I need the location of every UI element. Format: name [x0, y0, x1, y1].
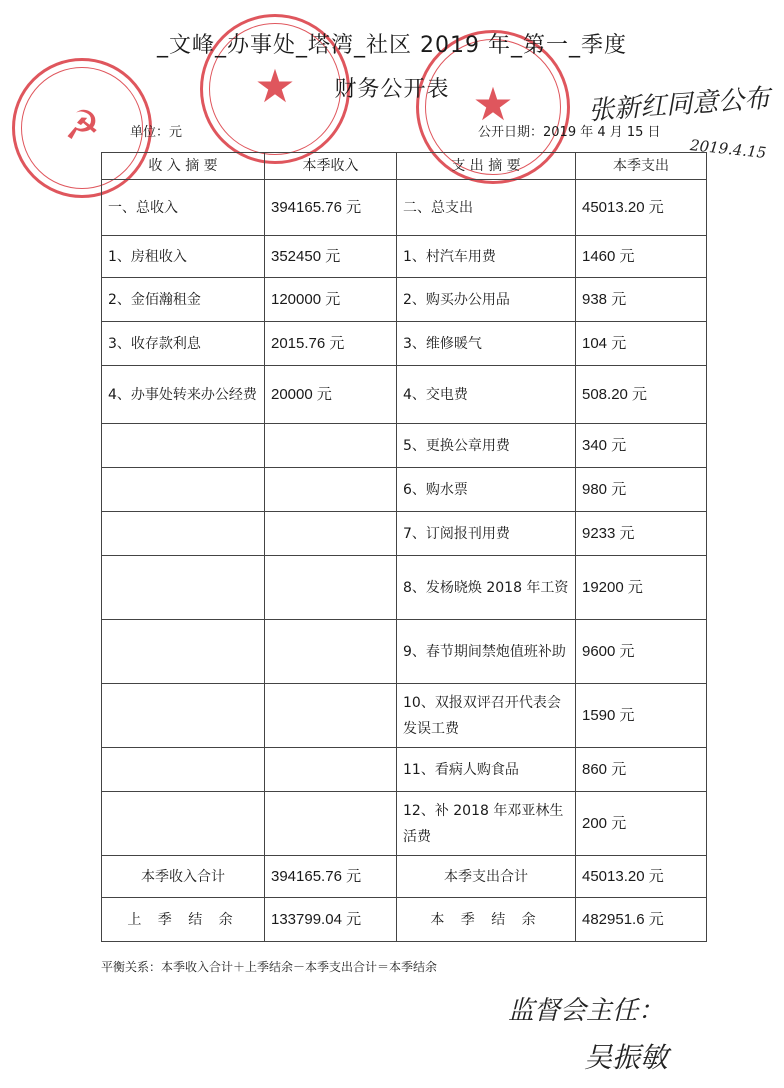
income-amount [265, 424, 397, 468]
publish-date: 公开日期：2019 年 4 月 15 日 [478, 125, 661, 140]
page-subtitle: 财务公开表 [334, 77, 450, 102]
expense-total-value: 45013.20 元 [576, 856, 707, 898]
prev-balance-label: 上 季 结 余 [102, 898, 265, 942]
table-row [102, 424, 707, 468]
approval-signature: 张新红同意公布 [587, 83, 772, 127]
header-income-amount: 本季收入 [265, 153, 397, 180]
expense-item: 二、总支出 [397, 180, 576, 236]
table-row [102, 278, 707, 322]
income-item: 2、金佰瀚租金 [102, 278, 265, 322]
header-expense-amount: 本季支出 [576, 153, 707, 180]
expense-total-label: 本季支出合计 [397, 856, 576, 898]
table-row [102, 684, 707, 748]
income-amount: 352450 元 [265, 236, 397, 278]
expense-amount: 1590 元 [576, 684, 707, 748]
income-item: 1、房租收入 [102, 236, 265, 278]
page-title: _文峰_办事处_塔湾_社区 2019 年_第一_季度 [157, 33, 627, 58]
income-item [102, 792, 265, 856]
table-row [102, 556, 707, 620]
table-header-row [102, 153, 707, 180]
income-amount [265, 620, 397, 684]
income-item [102, 556, 265, 620]
expense-amount: 938 元 [576, 278, 707, 322]
income-amount: 394165.76 元 [265, 180, 397, 236]
supervisor-name: 吴振敏 [584, 1041, 669, 1074]
header-income-summary: 收 入 摘 要 [102, 153, 265, 180]
income-amount: 120000 元 [265, 278, 397, 322]
balance-row [102, 898, 707, 942]
header-expense-summary: 支 出 摘 要 [397, 153, 576, 180]
current-balance-value: 482951.6 元 [576, 898, 707, 942]
expense-amount: 340 元 [576, 424, 707, 468]
income-amount [265, 468, 397, 512]
income-amount [265, 512, 397, 556]
expense-item: 9、春节期间禁炮值班补助 [397, 620, 576, 684]
income-amount [265, 556, 397, 620]
income-amount: 20000 元 [265, 366, 397, 424]
income-item [102, 512, 265, 556]
expense-item: 12、补 2018 年邓亚林生活费 [397, 792, 576, 856]
expense-amount: 1460 元 [576, 236, 707, 278]
table-row [102, 512, 707, 556]
income-item [102, 620, 265, 684]
income-amount [265, 748, 397, 792]
prev-balance-value: 133799.04 元 [265, 898, 397, 942]
table-row [102, 620, 707, 684]
table-row [102, 236, 707, 278]
expense-item: 7、订阅报刊用费 [397, 512, 576, 556]
supervisor-label: 监督会主任： [508, 996, 665, 1026]
expense-amount: 45013.20 元 [576, 180, 707, 236]
income-amount [265, 684, 397, 748]
income-amount [265, 792, 397, 856]
unit-label: 单位：元 [130, 125, 183, 140]
expense-item: 11、看病人购食品 [397, 748, 576, 792]
supervision-committee-stamp: ★ [416, 30, 570, 184]
income-amount: 2015.76 元 [265, 322, 397, 366]
expense-amount: 19200 元 [576, 556, 707, 620]
expense-item: 3、维修暖气 [397, 322, 576, 366]
expense-amount: 104 元 [576, 322, 707, 366]
table-row [102, 748, 707, 792]
party-branch-stamp: ☭ [12, 58, 152, 198]
expense-item: 5、更换公章用费 [397, 424, 576, 468]
expense-amount: 9600 元 [576, 620, 707, 684]
income-total-value: 394165.76 元 [265, 856, 397, 898]
income-item: 3、收存款利息 [102, 322, 265, 366]
expense-amount: 860 元 [576, 748, 707, 792]
expense-item: 8、发杨晓焕 2018 年工资 [397, 556, 576, 620]
table-row [102, 180, 707, 236]
expense-item: 6、购水票 [397, 468, 576, 512]
table-row [102, 792, 707, 856]
expense-amount: 508.20 元 [576, 366, 707, 424]
income-item [102, 684, 265, 748]
income-item [102, 748, 265, 792]
income-total-label: 本季收入合计 [102, 856, 265, 898]
expense-item: 10、双报双评召开代表会发误工费 [397, 684, 576, 748]
current-balance-label: 本 季 结 余 [397, 898, 576, 942]
approval-date: 2019.4.15 [689, 136, 768, 162]
expense-amount: 9233 元 [576, 512, 707, 556]
totals-row [102, 856, 707, 898]
expense-item: 4、交电费 [397, 366, 576, 424]
balance-note: 平衡关系：本季收入合计＋上季结余－本季支出合计＝本季结余 [101, 960, 438, 974]
income-item: 4、办事处转来办公经费 [102, 366, 265, 424]
finance-table [101, 152, 707, 942]
table-row [102, 322, 707, 366]
income-item [102, 468, 265, 512]
table-row [102, 468, 707, 512]
expense-amount: 980 元 [576, 468, 707, 512]
expense-amount: 200 元 [576, 792, 707, 856]
expense-item: 1、村汽车用费 [397, 236, 576, 278]
income-item: 一、总收入 [102, 180, 265, 236]
expense-item: 2、购买办公用品 [397, 278, 576, 322]
income-item [102, 424, 265, 468]
table-row [102, 366, 707, 424]
residents-committee-stamp: ★ [200, 14, 350, 164]
